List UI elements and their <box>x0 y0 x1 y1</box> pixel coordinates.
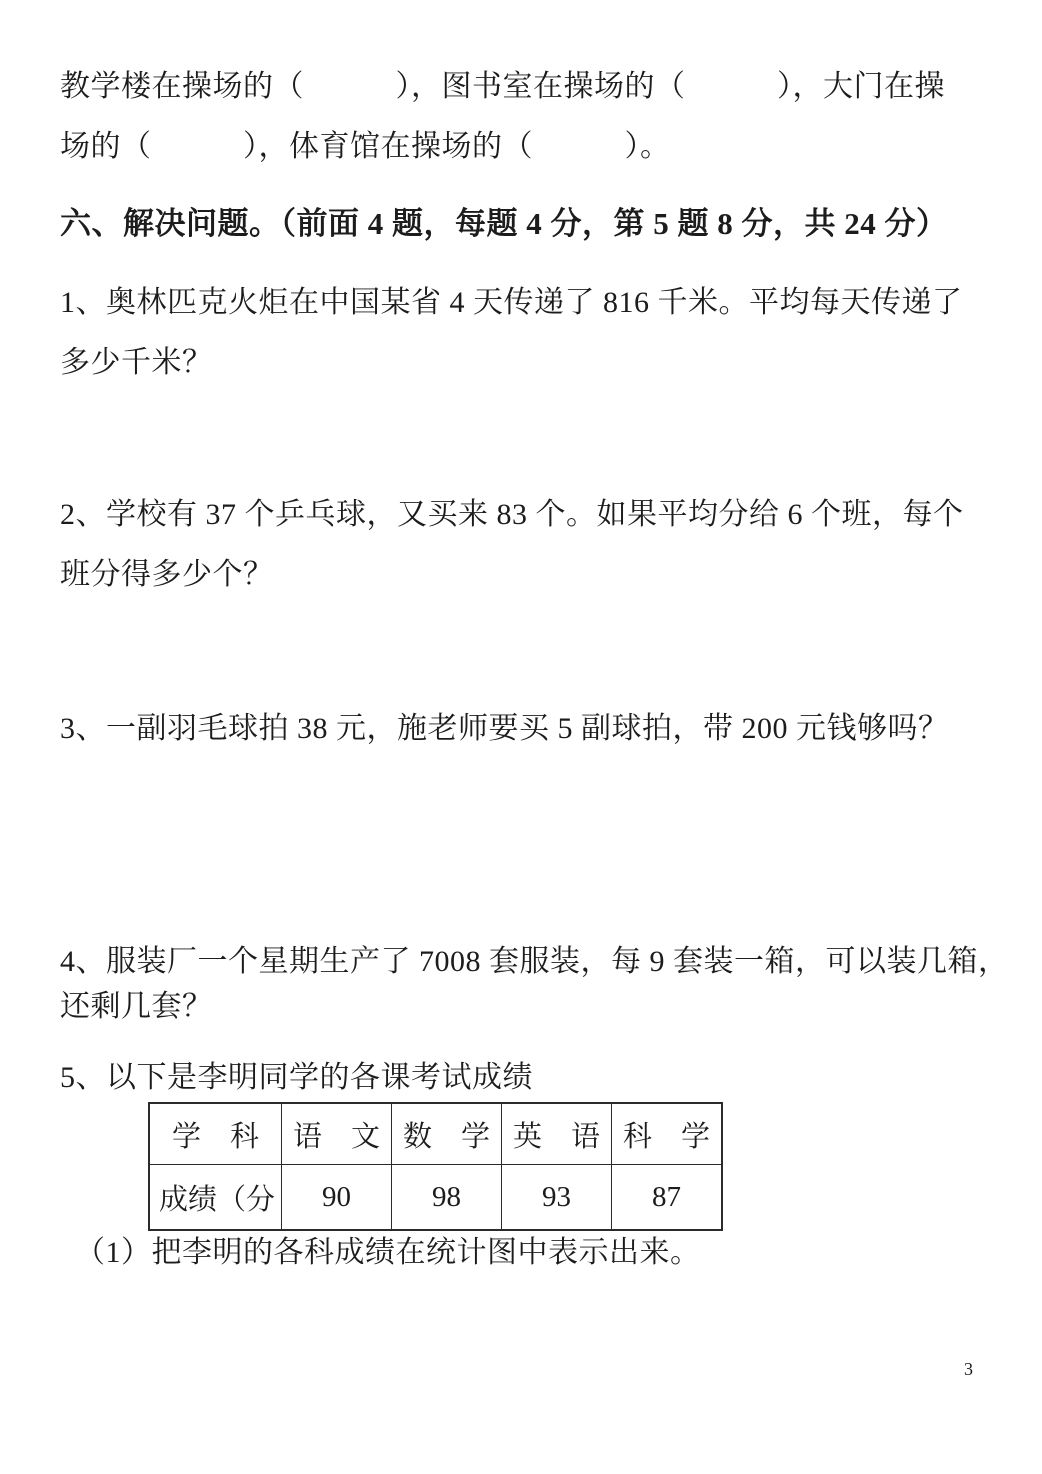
score-science: 87 <box>612 1165 723 1231</box>
score-english: 93 <box>502 1165 612 1231</box>
intro-line-1: 教学楼在操场的（ ），图书室在操场的（ ），大门在操 <box>60 70 945 103</box>
header-cell-chinese: 语 文 <box>282 1103 392 1165</box>
question-2-line-2: 班分得多少个？ <box>60 558 274 591</box>
question-4-line-2: 还剩几套？ <box>60 990 213 1023</box>
question-4-line-1: 4、服装厂一个星期生产了 7008 套服装，每 9 套装一箱，可以装几箱， <box>60 945 1009 978</box>
question-2-line-1: 2、学校有 37 个乒乓球，又买来 83 个。如果平均分给 6 个班，每个 <box>60 498 964 531</box>
question-3-line-1: 3、一副羽毛球拍 38 元，施老师要买 5 副球拍，带 200 元钱够吗？ <box>60 712 949 745</box>
score-row-label: 成绩（分 <box>149 1165 282 1231</box>
score-chinese: 90 <box>282 1165 392 1231</box>
intro-line-2: 场的（ ），体育馆在操场的（ ）。 <box>60 130 671 163</box>
header-cell-math: 数 学 <box>392 1103 502 1165</box>
score-math: 98 <box>392 1165 502 1231</box>
score-table-header-row <box>149 1103 722 1165</box>
score-table <box>148 1102 723 1231</box>
score-table-value-row <box>149 1165 722 1231</box>
section-heading: 六、解决问题。（前面 4 题，每题 4 分，第 5 题 8 分，共 24 分） <box>60 206 948 241</box>
header-cell-english: 英 语 <box>502 1103 612 1165</box>
question-5-intro: 5、以下是李明同学的各课考试成绩 <box>60 1061 533 1094</box>
question-1-line-1: 1、奥林匹克火炬在中国某省 4 天传递了 816 千米。平均每天传递了 <box>60 286 963 319</box>
header-cell-subject: 学 科 <box>149 1103 282 1165</box>
header-cell-science: 科 学 <box>612 1103 723 1165</box>
question-5-sub-1: （1）把李明的各科成绩在统计图中表示出来。 <box>75 1236 701 1269</box>
page-number: 3 <box>964 1359 973 1379</box>
question-1-line-2: 多少千米？ <box>60 346 213 379</box>
